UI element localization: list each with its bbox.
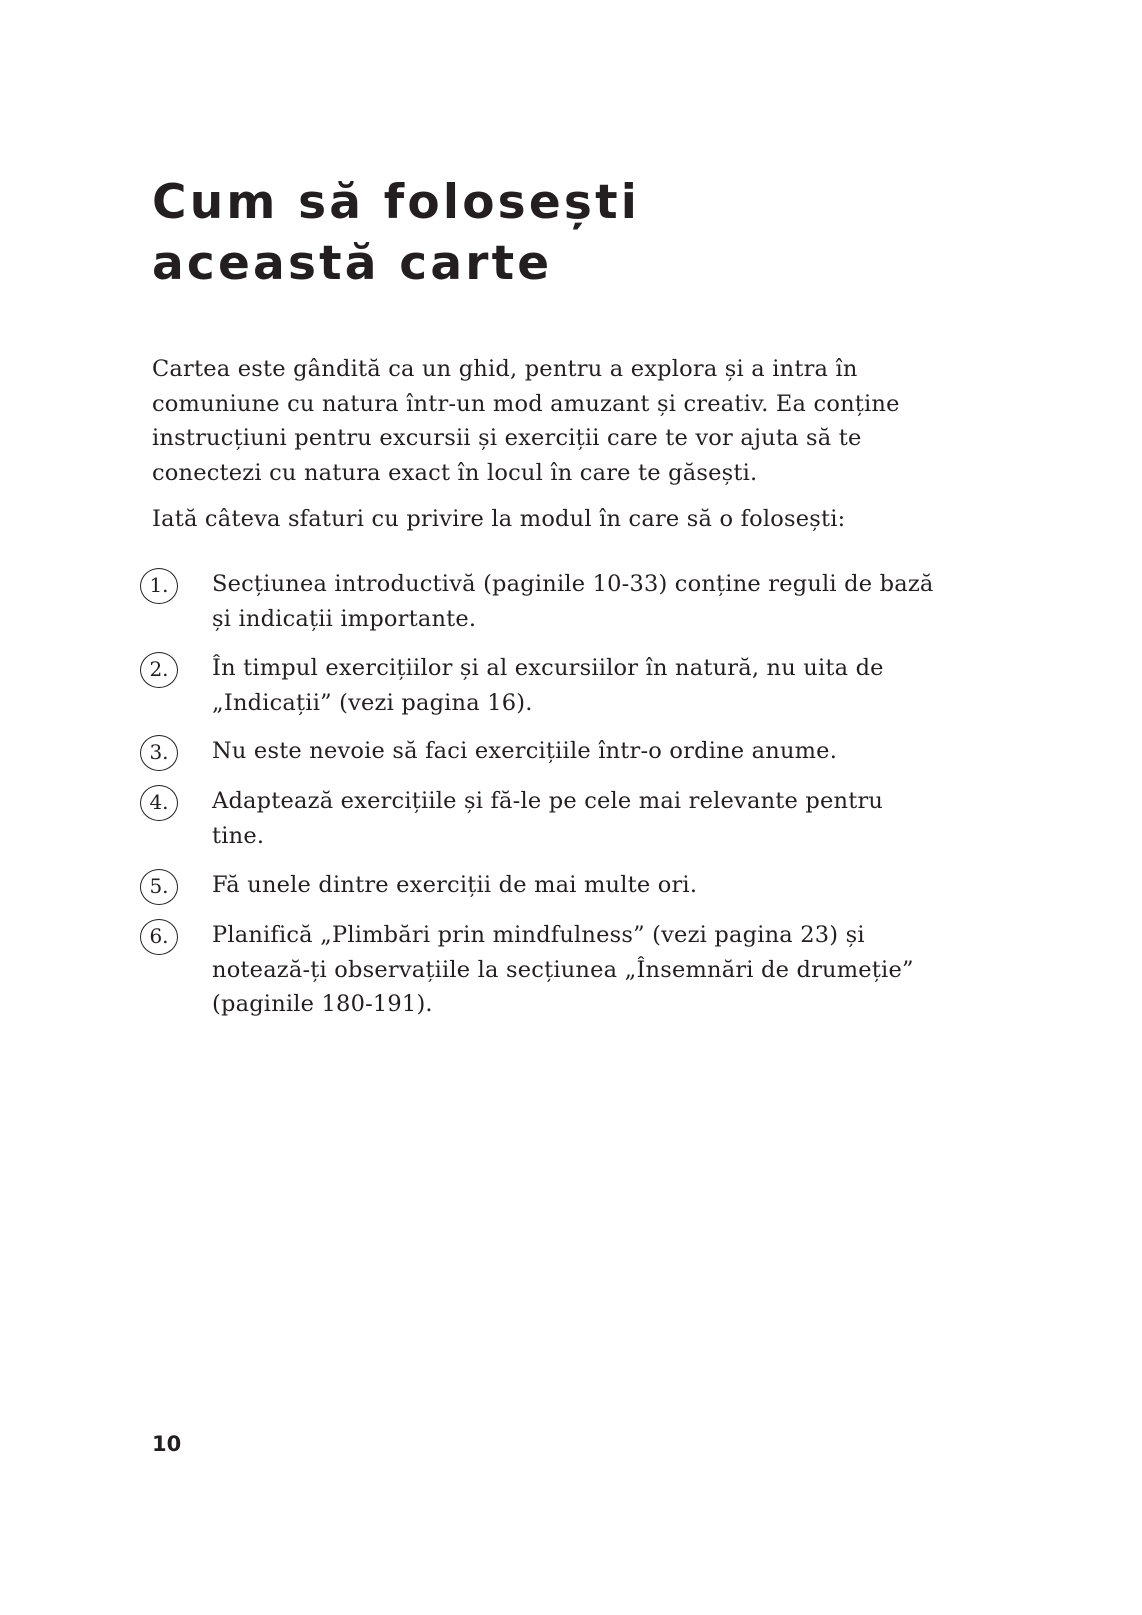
list-item-text — [212, 918, 1012, 1022]
list-item-text — [212, 567, 1012, 636]
list-item-line: Fă unele dintre exerciții de mai multe ori. — [212, 872, 698, 898]
circled-number: 2. — [140, 652, 178, 688]
list-item-text — [212, 734, 1012, 769]
list-item-text — [212, 651, 1012, 720]
list-item-line: „Indicații” (vezi pagina 16). — [212, 689, 533, 716]
list-item-line: (paginile 180-191). — [212, 991, 433, 1017]
list-item-line: tine. — [212, 822, 265, 849]
list-item-line: Nu este nevoie să faci exercițiile într-o ordine anume. — [212, 738, 838, 764]
circled-number: 4. — [140, 785, 178, 821]
circled-number: 1. — [140, 568, 178, 604]
circled-number: 3. — [140, 735, 178, 771]
circled-number: 5. — [140, 869, 178, 905]
list-item-line: și indicații importante. — [212, 605, 477, 632]
list-item-line: Secțiunea introductivă (paginile 10-33) conține reguli de bază — [212, 571, 934, 597]
circled-number: 6. — [140, 919, 178, 955]
list-item-line: În timpul exercițiilor și al excursiilor în natură, nu uita de — [212, 655, 884, 681]
list-item-line: Planifică „Plimbări prin mindfulness” (vezi pagina 23) și — [212, 922, 865, 948]
list-item-text — [212, 868, 1012, 903]
list-item-line: notează-ți observațiile la secțiunea „Însemnări de drumeție” — [212, 956, 914, 983]
intro-line: instrucțiuni pentru excursii și exerciții care te vor ajuta să te — [152, 425, 862, 451]
intro-paragraph — [152, 352, 1032, 490]
page-number: 10 — [152, 1432, 182, 1456]
list-item-line: Adaptează exercițiile și fă-le pe cele mai relevante pentru — [212, 788, 884, 814]
tips-lead-paragraph: Iată câteva sfaturi cu privire la modul în care să o folosești: — [152, 506, 846, 532]
page-title-line-1: Cum să folosești — [152, 175, 641, 230]
intro-line: comuniune cu natura într-un mod amuzant și creativ. Ea conține — [152, 390, 900, 417]
intro-line: conectezi cu natura exact în locul în care te găsești. — [152, 459, 758, 486]
page-title — [152, 172, 952, 294]
page-title-line-2: această carte — [152, 236, 553, 291]
intro-line: Cartea este gândită ca un ghid, pentru a explora și a intra în — [152, 356, 858, 382]
list-item-text — [212, 784, 1012, 853]
